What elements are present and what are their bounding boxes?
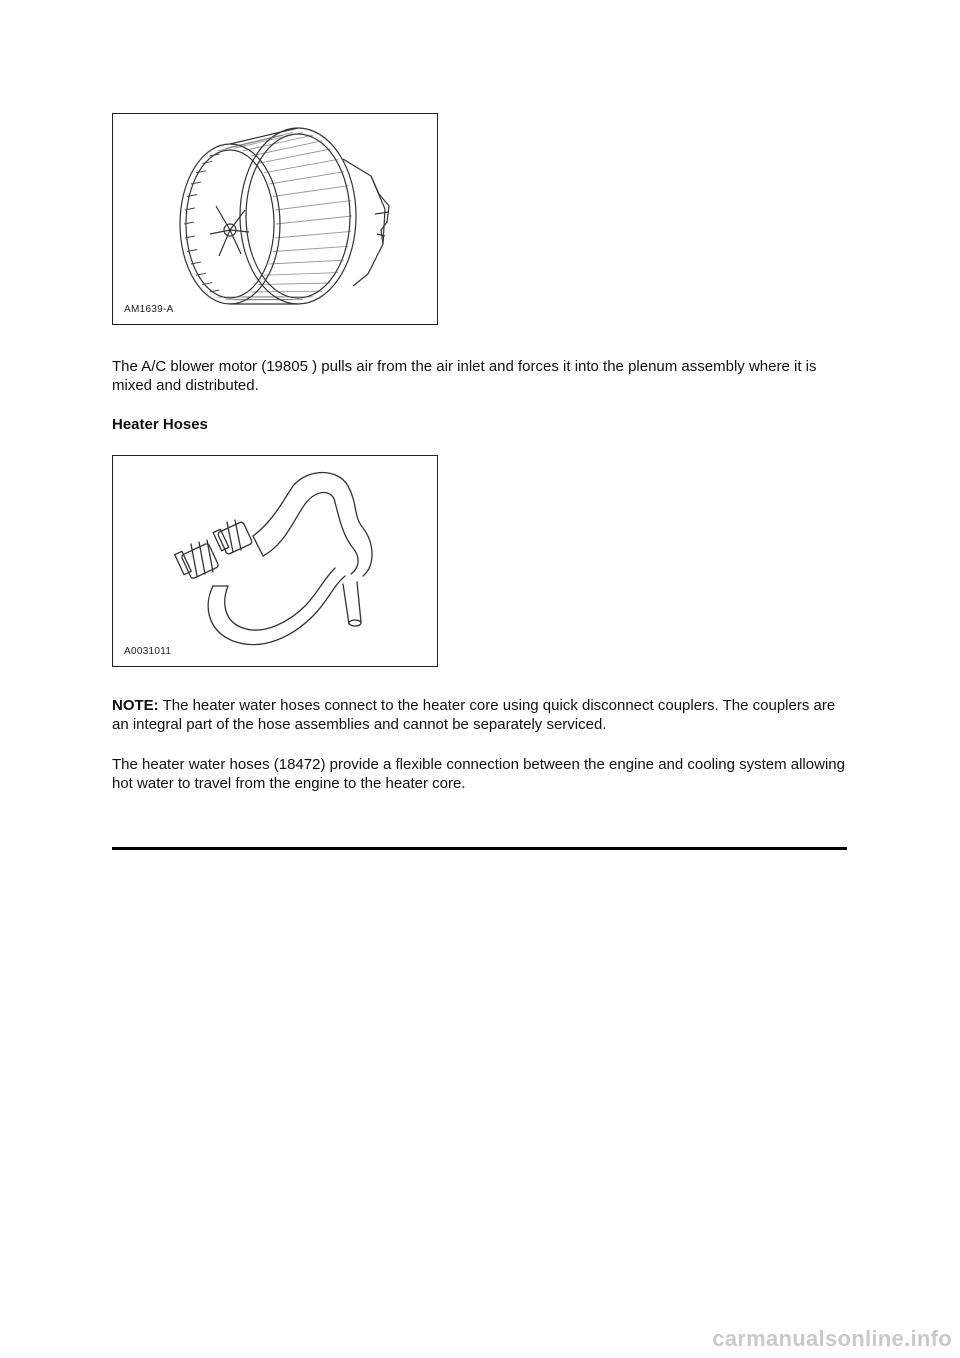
note-paragraph	[112, 696, 852, 734]
blower-motor-figure	[112, 113, 438, 325]
figure-label: A0031011	[124, 646, 172, 657]
watermark: carmanualsonline.info	[712, 1326, 952, 1351]
hoses-description: The heater water hoses (18472) provide a flexible connection between the engine and cooling system allowing hot water to travel from the engine to the heater core.	[112, 756, 845, 792]
note-text: The heater water hoses connect to the heater core using quick disconnect couplers. The couplers are an integral part of the hose assemblies and cannot be separately serviced.	[112, 697, 836, 733]
heater-hoses-illustration	[113, 456, 437, 666]
blower-description: The A/C blower motor (19805 ) pulls air from the air inlet and forces it into the plenum assembly where it is mixed and distributed.	[112, 358, 817, 394]
section-heading: Heater Hoses	[112, 416, 208, 433]
heater-hoses-figure	[112, 455, 438, 667]
note-label: NOTE:	[112, 697, 159, 714]
blower-motor-illustration	[113, 114, 437, 324]
figure-label: AM1639-A	[124, 304, 174, 315]
section-divider	[112, 847, 847, 850]
